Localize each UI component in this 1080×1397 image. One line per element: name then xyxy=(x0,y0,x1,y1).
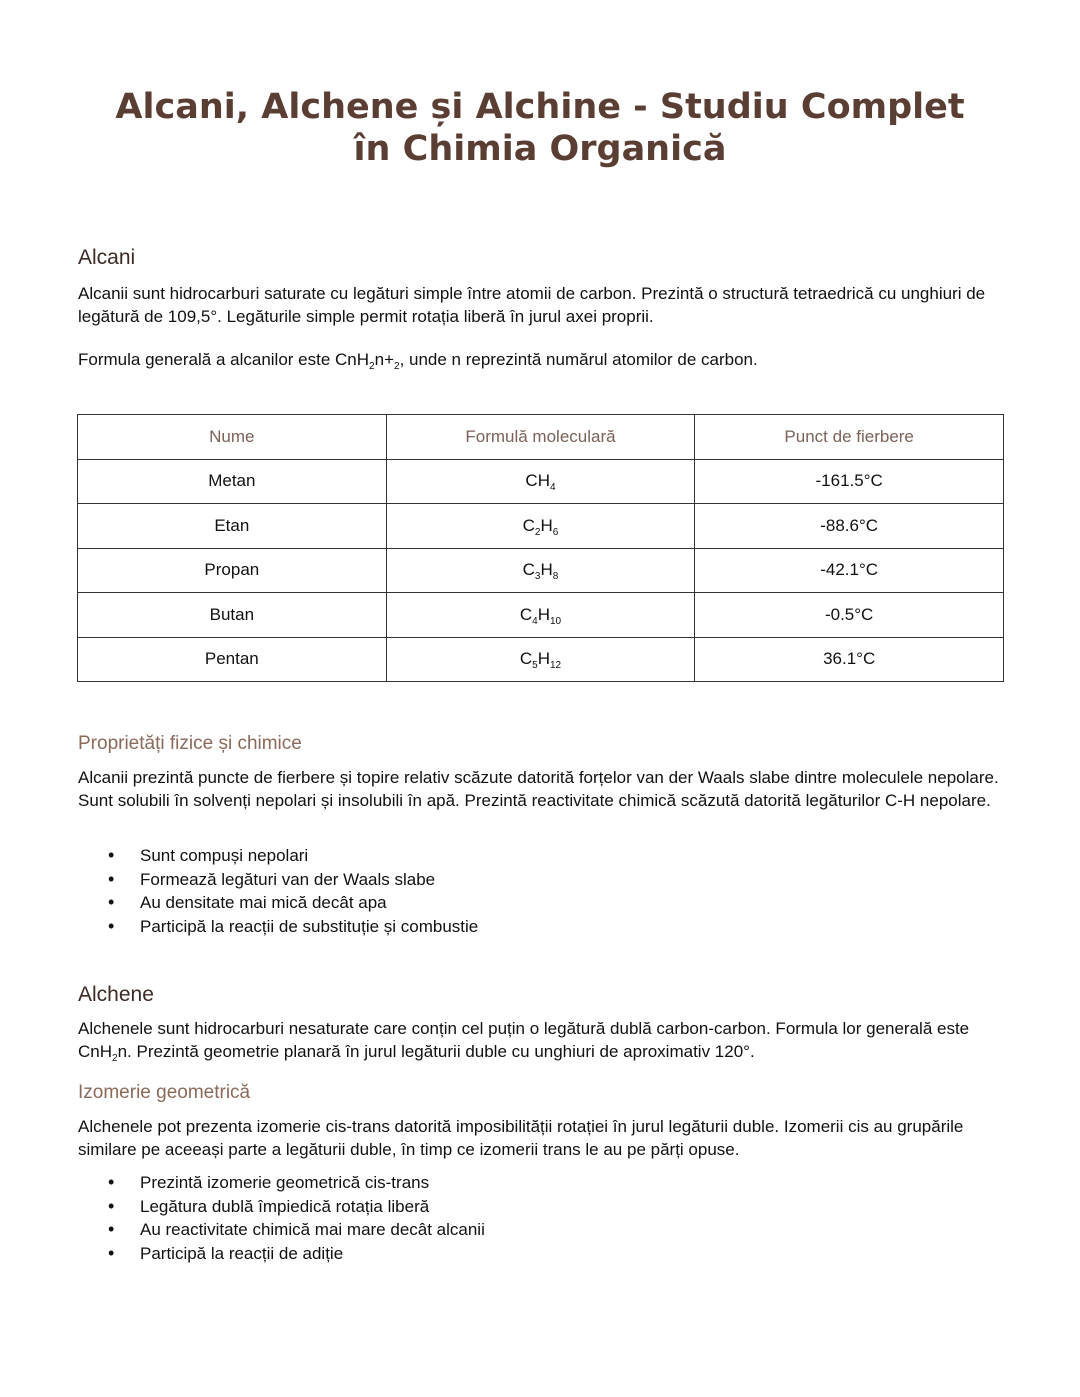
cell-name: Metan xyxy=(78,459,387,504)
section-heading-alcani: Alcani xyxy=(78,246,136,269)
cell-name: Pentan xyxy=(78,637,387,682)
alcani-intro: Alcanii sunt hidrocarburi saturate cu legături simple între atomii de carbon. Prezintă o structură tetraedrică cu unghiuri de legătură de 109,5°. Legăturile simple permit rotația liberă în jurul axei proprii. xyxy=(78,284,986,326)
cell-name: Butan xyxy=(78,593,387,638)
list-item: • Au reactivitate chimică mai mare decât alcanii xyxy=(108,1218,485,1242)
cell-formula: $C_2H_6$ xyxy=(386,504,695,549)
cell-boiling-point: -0.5°C xyxy=(695,593,1004,638)
table-row xyxy=(78,593,1004,638)
table-row xyxy=(78,548,1004,593)
alchene-intro: Alchenele sunt hidrocarburi nesaturate care conțin cel puțin o legătură dublă carbon-carbon. Formula lor generală este CnH$_2$n. Prezintă geometrie planară în jurul legăturii duble cu unghiuri de aproximativ 120°. xyxy=(78,1019,970,1064)
cell-boiling-point: 36.1°C xyxy=(695,637,1004,682)
cell-formula: $C_4H_{10}$ xyxy=(386,593,695,638)
list-item: • Participă la reacții de adiție xyxy=(108,1242,485,1266)
page-title: Alcani, Alchene și Alchine - Studiu Complet în Chimia Organică xyxy=(115,87,965,169)
alcani-bullet-list xyxy=(108,844,478,938)
column-header: Nume xyxy=(78,415,387,460)
cell-boiling-point: -88.6°C xyxy=(695,504,1004,549)
cell-name: Etan xyxy=(78,504,387,549)
subsection-heading-properties: Proprietăți fizice și chimice xyxy=(78,733,302,754)
properties-text: Alcanii prezintă puncte de fierbere și topire relativ scăzute datorită forțelor van der Waals slabe dintre moleculele nepolare. Sunt solubili în solvenți nepolari și insolubili în apă. Prezintă reactivitate chimică scăzută datorită legăturilor C-H nepolare. xyxy=(78,768,999,810)
cell-formula: $CH_4$ xyxy=(386,459,695,504)
list-item: • Legătura dublă împiedică rotația liberă xyxy=(108,1195,485,1219)
table-header-row xyxy=(78,415,1004,460)
isomerism-text: Alchenele pot prezenta izomerie cis-trans datorită imposibilității rotației în jurul legăturii duble. Izomerii cis au grupările similare pe aceeași parte a legăturii duble, în timp ce izomerii trans le au pe părți opuse. xyxy=(78,1117,964,1159)
list-item: • Au densitate mai mică decât apa xyxy=(108,891,478,915)
table-row xyxy=(78,459,1004,504)
column-header: Punct de fierbere xyxy=(695,415,1004,460)
table-row xyxy=(78,504,1004,549)
list-item: • Sunt compuși nepolari xyxy=(108,844,478,868)
cell-name: Propan xyxy=(78,548,387,593)
table-row xyxy=(78,637,1004,682)
cell-boiling-point: -161.5°C xyxy=(695,459,1004,504)
list-item: • Prezintă izomerie geometrică cis-trans xyxy=(108,1171,485,1195)
alkanes-table xyxy=(77,414,1004,682)
alchene-bullet-list xyxy=(108,1171,485,1265)
list-item: • Participă la reacții de substituție și combustie xyxy=(108,915,478,939)
alcani-general-formula: Formula generală a alcanilor este $CnH_2n+_2$, unde n reprezintă numărul atomilor de carbon. xyxy=(78,350,758,372)
section-heading-alchene: Alchene xyxy=(78,983,154,1006)
cell-formula: $C_3H_8$ xyxy=(386,548,695,593)
cell-boiling-point: -42.1°C xyxy=(695,548,1004,593)
list-item: • Formează legături van der Waals slabe xyxy=(108,868,478,892)
cell-formula: $C_5H_{12}$ xyxy=(386,637,695,682)
subsection-heading-isomerism: Izomerie geometrică xyxy=(78,1082,251,1103)
column-header: Formulă moleculară xyxy=(386,415,695,460)
